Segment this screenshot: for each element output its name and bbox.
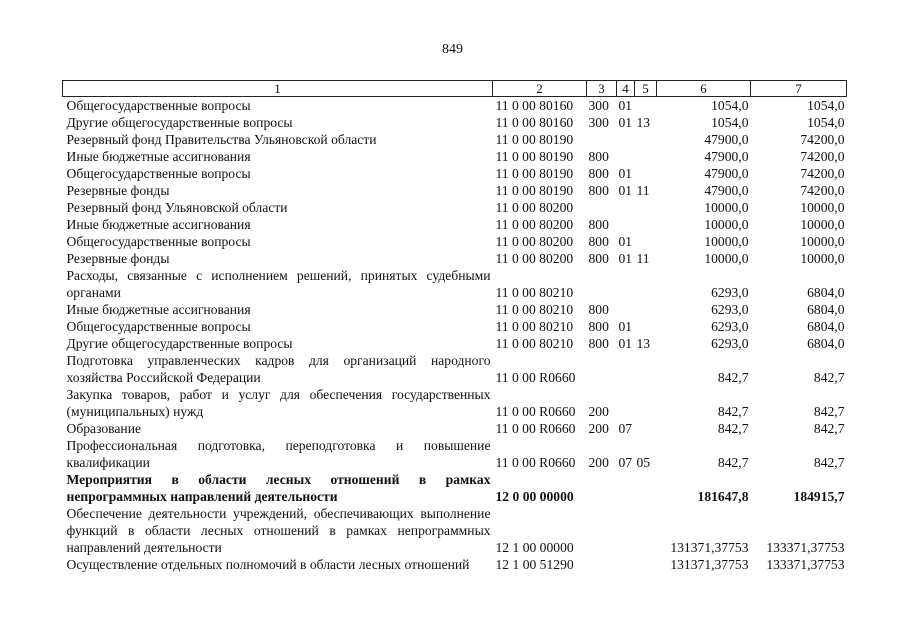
row-amount-year-2: 133371,37753 [766, 557, 845, 572]
row-name: Общегосударственные вопросы [66, 166, 251, 181]
row-amount-year-1: 842,7 [717, 370, 749, 385]
table-row [63, 301, 847, 318]
row-target-article-code: 11 0 00 80190 [495, 149, 574, 164]
row-expense-type-code: 800 [588, 302, 609, 317]
row-amount-year-2: 842,7 [813, 404, 845, 419]
row-amount-year-1: 131371,37753 [670, 540, 749, 555]
row-subsection-code: 11 [636, 251, 650, 266]
row-subsection-code [635, 318, 657, 335]
row-expense-type-code [587, 352, 617, 386]
row-expense-type-code: 800 [588, 149, 609, 164]
row-amount-year-2: 10000,0 [800, 234, 845, 249]
row-amount-year-1: 47900,0 [704, 183, 749, 198]
row-subsection-code [635, 386, 657, 420]
row-amount-year-2: 6804,0 [807, 319, 845, 334]
row-expense-type-code: 800 [588, 234, 609, 249]
row-amount-year-1: 842,7 [717, 421, 749, 436]
row-section-code [617, 505, 635, 556]
row-section-code: 01 [618, 319, 633, 334]
row-amount-year-1: 1054,0 [711, 98, 749, 113]
row-target-article-code: 11 0 00 R0660 [495, 421, 576, 436]
row-amount-year-1: 131371,37753 [670, 557, 749, 572]
row-subsection-code: 05 [636, 455, 651, 470]
row-name: Резервный фонд Правительства Ульяновской области [66, 132, 377, 147]
header-col-4: 4 [617, 81, 635, 97]
row-amount-year-2: 133371,37753 [766, 540, 845, 555]
row-expense-type-code [587, 267, 617, 301]
row-amount-year-2: 10000,0 [800, 251, 845, 266]
row-expense-type-code: 200 [588, 404, 609, 419]
row-name: Общегосударственные вопросы [66, 98, 251, 113]
row-section-code [617, 199, 635, 216]
row-amount-year-2: 1054,0 [807, 115, 845, 130]
row-amount-year-1: 6293,0 [711, 319, 749, 334]
table-row [63, 233, 847, 250]
row-section-code [617, 267, 635, 301]
table-row [63, 335, 847, 352]
row-expense-type-code [587, 199, 617, 216]
row-subsection-code: 13 [636, 115, 651, 130]
row-amount-year-1: 47900,0 [704, 166, 749, 181]
header-col-5: 5 [635, 81, 657, 97]
row-expense-type-code: 800 [588, 319, 609, 334]
row-expense-type-code: 300 [588, 98, 609, 113]
row-subsection-code [635, 148, 657, 165]
row-section-code [617, 131, 635, 148]
row-target-article-code: 11 0 00 80210 [495, 302, 574, 317]
row-section-code: 07 [618, 455, 633, 470]
row-expense-type-code [587, 471, 617, 505]
row-target-article-code: 11 0 00 80200 [495, 234, 574, 249]
row-section-code: 01 [618, 166, 633, 181]
row-target-article-code: 11 0 00 80210 [495, 336, 574, 351]
row-amount-year-1: 10000,0 [704, 234, 749, 249]
row-expense-type-code: 200 [588, 421, 609, 436]
row-amount-year-2: 842,7 [813, 421, 845, 436]
table-row [63, 267, 847, 301]
row-amount-year-1: 10000,0 [704, 251, 749, 266]
row-name: Мероприятия в области лесных отношений в рамках непрограммных направлений деятельности [66, 472, 491, 504]
row-amount-year-2: 842,7 [813, 455, 845, 470]
row-target-article-code: 11 0 00 80200 [495, 251, 574, 266]
row-subsection-code: 11 [636, 183, 650, 198]
row-target-article-code: 11 0 00 80210 [495, 285, 574, 300]
row-target-article-code: 11 0 00 80190 [495, 183, 574, 198]
row-amount-year-2: 74200,0 [800, 183, 845, 198]
row-subsection-code [635, 233, 657, 250]
row-name: Резервный фонд Ульяновской области [66, 200, 288, 215]
page-number: 849 [442, 42, 463, 57]
table-row [63, 199, 847, 216]
row-amount-year-2: 1054,0 [807, 98, 845, 113]
row-section-code [617, 216, 635, 233]
table-header [63, 81, 847, 97]
row-name: Подготовка управленческих кадров для организаций народного хозяйства Российской Федерации [66, 353, 491, 385]
row-amount-year-2: 74200,0 [800, 149, 845, 164]
row-amount-year-1: 47900,0 [704, 132, 749, 147]
row-section-code: 01 [618, 98, 633, 113]
row-target-article-code: 12 1 00 00000 [495, 540, 574, 555]
row-name: Обеспечение деятельности учреждений, обеспечивающих выполнение функций в области лесных отношений в рамках непрограммных направлений деятельности [66, 506, 491, 555]
table-row [63, 318, 847, 335]
table-row [63, 148, 847, 165]
row-section-code: 01 [618, 183, 633, 198]
row-subsection-code [635, 352, 657, 386]
row-amount-year-1: 6293,0 [711, 285, 749, 300]
table-row [63, 250, 847, 267]
row-amount-year-1: 6293,0 [711, 302, 749, 317]
table-row [63, 352, 847, 386]
row-amount-year-2: 6804,0 [807, 285, 845, 300]
row-subsection-code [635, 216, 657, 233]
row-amount-year-1: 10000,0 [704, 200, 749, 215]
row-section-code: 07 [618, 421, 633, 436]
row-section-code [617, 471, 635, 505]
header-col-3: 3 [587, 81, 617, 97]
row-name: Профессиональная подготовка, переподготовка и повышение квалификации [66, 438, 491, 470]
row-subsection-code [635, 505, 657, 556]
row-section-code [617, 301, 635, 318]
row-target-article-code: 11 0 00 80160 [495, 98, 574, 113]
row-target-article-code: 11 0 00 R0660 [495, 404, 576, 419]
row-subsection-code [635, 301, 657, 318]
row-target-article-code: 11 0 00 80190 [495, 132, 574, 147]
row-section-code: 01 [618, 251, 633, 266]
row-subsection-code [635, 267, 657, 301]
row-target-article-code: 12 1 00 51290 [495, 557, 574, 572]
row-target-article-code: 11 0 00 80190 [495, 166, 574, 181]
row-amount-year-1: 6293,0 [711, 336, 749, 351]
row-name: Расходы, связанные с исполнением решений, принятых судебными органами [66, 268, 491, 300]
row-expense-type-code: 800 [588, 183, 609, 198]
row-section-code [617, 148, 635, 165]
table-row [63, 165, 847, 182]
row-subsection-code [635, 199, 657, 216]
row-name: Другие общегосударственные вопросы [66, 336, 293, 351]
row-expense-type-code [587, 505, 617, 556]
header-col-1: 1 [63, 81, 493, 97]
table-row [63, 97, 847, 115]
row-section-code [617, 386, 635, 420]
row-amount-year-2: 842,7 [813, 370, 845, 385]
row-subsection-code [635, 131, 657, 148]
table-row [63, 420, 847, 437]
row-name: Общегосударственные вопросы [66, 234, 251, 249]
row-amount-year-1: 181647,8 [697, 489, 749, 504]
row-name: Иные бюджетные ассигнования [66, 302, 251, 317]
row-subsection-code [635, 556, 657, 573]
row-expense-type-code: 800 [588, 251, 609, 266]
row-amount-year-2: 10000,0 [800, 200, 845, 215]
row-amount-year-2: 6804,0 [807, 336, 845, 351]
row-subsection-code [635, 420, 657, 437]
row-amount-year-1: 47900,0 [704, 149, 749, 164]
table-body [63, 97, 847, 574]
table-row [63, 114, 847, 131]
budget-table [62, 80, 847, 573]
row-section-code: 01 [618, 115, 633, 130]
header-col-2: 2 [493, 81, 587, 97]
row-amount-year-1: 10000,0 [704, 217, 749, 232]
row-name: Другие общегосударственные вопросы [66, 115, 293, 130]
row-target-article-code: 11 0 00 80210 [495, 319, 574, 334]
table-row [63, 131, 847, 148]
row-section-code: 01 [618, 234, 633, 249]
row-name: Резервные фонды [66, 251, 170, 266]
table-row [63, 216, 847, 233]
row-expense-type-code: 800 [588, 336, 609, 351]
row-subsection-code [635, 97, 657, 115]
table-row [63, 505, 847, 556]
table-row [63, 556, 847, 573]
row-expense-type-code: 200 [588, 455, 609, 470]
row-expense-type-code: 800 [588, 166, 609, 181]
row-subsection-code [635, 471, 657, 505]
row-expense-type-code: 300 [588, 115, 609, 130]
row-section-code [617, 556, 635, 573]
row-section-code: 01 [618, 336, 633, 351]
table-row [63, 471, 847, 505]
row-subsection-code [635, 165, 657, 182]
row-expense-type-code [587, 556, 617, 573]
row-target-article-code: 11 0 00 R0660 [495, 370, 576, 385]
row-amount-year-2: 184915,7 [793, 489, 845, 504]
row-name: Иные бюджетные ассигнования [66, 149, 251, 164]
header-row [63, 81, 847, 97]
row-amount-year-2: 74200,0 [800, 132, 845, 147]
row-name: Закупка товаров, работ и услуг для обеспечения государственных (муниципальных) нужд [66, 387, 491, 419]
row-target-article-code: 12 0 00 00000 [495, 489, 574, 504]
row-target-article-code: 11 0 00 80200 [495, 217, 574, 232]
table-row [63, 182, 847, 199]
row-target-article-code: 11 0 00 80160 [495, 115, 574, 130]
row-amount-year-1: 842,7 [717, 455, 749, 470]
header-col-7: 7 [751, 81, 847, 97]
row-target-article-code: 11 0 00 80200 [495, 200, 574, 215]
row-expense-type-code: 800 [588, 217, 609, 232]
row-amount-year-1: 1054,0 [711, 115, 749, 130]
table-row [63, 386, 847, 420]
row-expense-type-code [587, 131, 617, 148]
row-name: Образование [66, 421, 142, 436]
row-amount-year-1: 842,7 [717, 404, 749, 419]
row-name: Иные бюджетные ассигнования [66, 217, 251, 232]
row-name: Общегосударственные вопросы [66, 319, 251, 334]
row-name: Осуществление отдельных полномочий в области лесных отношений [66, 557, 470, 572]
row-amount-year-2: 74200,0 [800, 166, 845, 181]
row-subsection-code: 13 [636, 336, 651, 351]
row-amount-year-2: 10000,0 [800, 217, 845, 232]
row-section-code [617, 352, 635, 386]
row-amount-year-2: 6804,0 [807, 302, 845, 317]
header-col-6: 6 [657, 81, 751, 97]
row-name: Резервные фонды [66, 183, 170, 198]
table-row [63, 437, 847, 471]
row-target-article-code: 11 0 00 R0660 [495, 455, 576, 470]
